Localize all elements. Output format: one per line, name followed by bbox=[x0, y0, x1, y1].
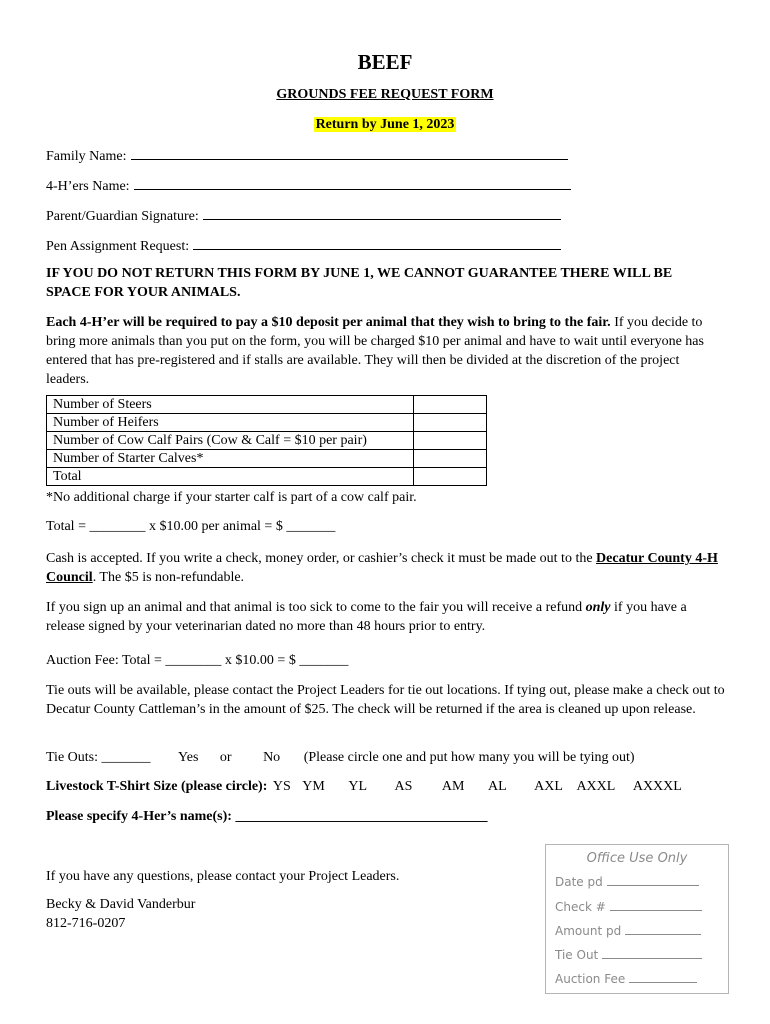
tshirt-label: Livestock T-Shirt Size (please circle): bbox=[46, 779, 268, 794]
pen-assignment-label: Pen Assignment Request: bbox=[46, 239, 190, 254]
family-name-label: Family Name: bbox=[46, 149, 127, 164]
family-name-line[interactable] bbox=[131, 146, 568, 160]
tieouts-note: (Please circle one and put how many you will be tying out) bbox=[303, 750, 635, 765]
cash-after: . The $5 is non-refundable. bbox=[92, 570, 245, 585]
specify-names-field[interactable]: Please specify 4-Her’s name(s): ____________________________________ bbox=[46, 809, 488, 824]
h4ers-name-field[interactable] bbox=[46, 176, 571, 195]
table-row-value[interactable] bbox=[414, 468, 487, 486]
tieouts-or: or bbox=[219, 750, 232, 765]
parent-signature-line[interactable] bbox=[203, 206, 561, 220]
office-row-auction-fee bbox=[555, 972, 697, 986]
tshirt-size-option[interactable]: YM bbox=[302, 779, 325, 794]
family-name-field[interactable] bbox=[46, 146, 568, 165]
refund-after: if you have a release signed by your veterinarian dated no more than 48 hours prior to entry. bbox=[46, 600, 687, 634]
table-row bbox=[47, 468, 487, 486]
table-note: *No additional charge if your starter calf is part of a cow calf pair. bbox=[46, 490, 417, 505]
tshirt-size-option[interactable]: AXXL bbox=[576, 779, 616, 794]
table-row-value[interactable] bbox=[414, 414, 487, 432]
office-row-line[interactable] bbox=[610, 900, 702, 911]
refund-text: If you sign up an animal and that animal is too sick to come to the fair you will receive a refund bbox=[46, 600, 586, 615]
office-use-heading: Office Use Only bbox=[586, 851, 688, 866]
table-row-value[interactable] bbox=[414, 432, 487, 450]
form-title: BEEF bbox=[357, 50, 413, 74]
cash-text: Cash is accepted. If you write a check, money order, or cashier’s check it must be made out to the bbox=[46, 551, 597, 566]
h4ers-name-line[interactable] bbox=[134, 176, 571, 190]
office-use-box bbox=[545, 844, 729, 994]
tshirt-size-option[interactable]: YL bbox=[348, 779, 368, 794]
deposit-paragraph bbox=[46, 313, 726, 389]
table-row-value[interactable] bbox=[414, 396, 487, 414]
contact-question: If you have any questions, please contact your Project Leaders. bbox=[46, 869, 400, 884]
office-row-check bbox=[555, 900, 702, 914]
contact-names: Becky & David Vanderbur bbox=[46, 897, 196, 912]
office-row-amount-paid bbox=[555, 924, 701, 938]
tshirt-size-option[interactable]: AS bbox=[394, 779, 413, 794]
tshirt-size-option[interactable]: AM bbox=[441, 779, 465, 794]
office-row-label: Check # bbox=[555, 900, 606, 914]
total-calculation[interactable]: Total = ________ x $10.00 per animal = $ _______ bbox=[46, 519, 336, 534]
office-row-line[interactable] bbox=[602, 948, 702, 959]
office-row-label: Auction Fee bbox=[555, 972, 626, 986]
deposit-bold: Each 4-H’er will be required to pay a $10 deposit per animal that they wish to bring to the fair. bbox=[46, 315, 611, 330]
table-row bbox=[47, 450, 487, 468]
animal-count-table bbox=[46, 395, 487, 486]
table-row-label: Number of Heifers bbox=[47, 414, 414, 432]
table-row bbox=[47, 396, 487, 414]
tshirt-size-line bbox=[46, 779, 682, 795]
pen-assignment-line[interactable] bbox=[193, 236, 561, 250]
office-row-line[interactable] bbox=[607, 875, 699, 886]
pen-assignment-field[interactable] bbox=[46, 236, 561, 255]
tieouts-paragraph: Tie outs will be available, please contact the Project Leaders for tie out locations. If tying out, please make a check out to Decatur County Cattleman’s in the amount of $25. The check will be returned if the area is cleaned up upon release. bbox=[46, 683, 725, 717]
table-row bbox=[47, 414, 487, 432]
tieouts-yes[interactable]: Yes bbox=[178, 750, 199, 765]
deposit-rest: If you decide to bring more animals than you put on the form, you will be charged $10 per animal and have to wait until everyone has entered that has pre-registered and if stalls are available. They will then be divided at the discretion of the project leaders. bbox=[46, 315, 704, 387]
table-row-label: Number of Starter Calves* bbox=[47, 450, 414, 468]
contact-phone: 812-716-0207 bbox=[46, 916, 126, 931]
tshirt-size-option[interactable]: AL bbox=[487, 779, 507, 794]
warning-text: IF YOU DO NOT RETURN THIS FORM BY JUNE 1, WE CANNOT GUARANTEE THERE WILL BE SPACE FOR YOUR ANIMALS. bbox=[46, 266, 673, 300]
table-row-label: Number of Steers bbox=[47, 396, 414, 414]
parent-signature-field[interactable] bbox=[46, 206, 561, 225]
cash-paragraph bbox=[46, 549, 726, 587]
office-row-label: Tie Out bbox=[555, 948, 599, 962]
table-row-label: Number of Cow Calf Pairs (Cow & Calf = $10 per pair) bbox=[47, 432, 414, 450]
office-row-line[interactable] bbox=[625, 924, 701, 935]
tieouts-no[interactable]: No bbox=[263, 750, 281, 765]
table-row bbox=[47, 432, 487, 450]
table-row-value[interactable] bbox=[414, 450, 487, 468]
office-row-label: Date pd bbox=[555, 875, 603, 889]
parent-signature-label: Parent/Guardian Signature: bbox=[46, 209, 199, 224]
tshirt-size-option[interactable]: YS bbox=[272, 779, 291, 794]
return-deadline-text: Return by June 1, 2023 bbox=[315, 117, 455, 132]
office-row-date-paid bbox=[555, 875, 699, 889]
refund-paragraph bbox=[46, 598, 726, 636]
form-subtitle: GROUNDS FEE REQUEST FORM bbox=[276, 87, 494, 102]
tshirt-size-option[interactable]: AXL bbox=[534, 779, 563, 794]
office-row-tie-out bbox=[555, 948, 702, 962]
office-row-label: Amount pd bbox=[555, 924, 622, 938]
refund-emphasis: only bbox=[585, 600, 611, 615]
tieouts-label[interactable]: Tie Outs: _______ bbox=[46, 750, 151, 765]
table-row-label: Total bbox=[47, 468, 414, 486]
tshirt-size-option[interactable]: AXXXL bbox=[632, 779, 682, 794]
payee-name: Decatur County 4-H Council bbox=[46, 551, 718, 585]
return-deadline bbox=[0, 117, 770, 133]
office-row-line[interactable] bbox=[629, 972, 697, 983]
h4ers-name-label: 4-H’ers Name: bbox=[46, 179, 130, 194]
tieouts-line bbox=[46, 750, 635, 766]
auction-fee-calculation[interactable]: Auction Fee: Total = ________ x $10.00 = $ _______ bbox=[46, 653, 349, 668]
